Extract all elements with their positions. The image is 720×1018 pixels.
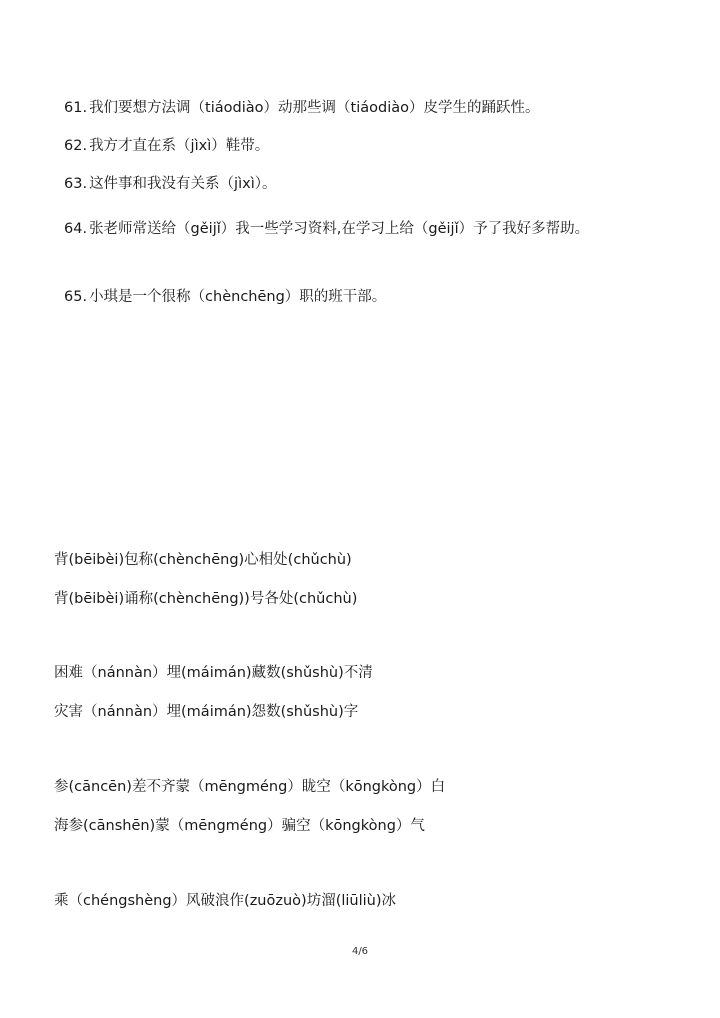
question-text: 我们要想方法调（tiáodiào）动那些调（tiáodiào）皮学生的踊跃性。 — [89, 100, 540, 116]
question-number: 63. — [64, 176, 88, 192]
question-61 — [64, 98, 539, 118]
word-line: 灾害（nánnàn）埋(máimán)怨数(shǔshù)字 — [54, 704, 359, 720]
word-line: 背(bēibèi)包称(chènchēng)心相处(chǔchù) — [54, 552, 352, 568]
question-number: 64. — [64, 221, 88, 237]
word-line: 困难（nánnàn）埋(máimán)藏数(shǔshù)不清 — [54, 665, 373, 681]
word-line: 参(cāncēn)差不齐蒙（mēngméng）眬空（kōngkòng）白 — [54, 779, 446, 795]
question-65 — [64, 287, 386, 307]
question-number: 65. — [64, 289, 88, 305]
question-text: 小琪是一个很称（chènchēng）职的班干部。 — [89, 289, 387, 305]
question-text: 张老师常送给（gěijǐ）我一些学习资料,在学习上给（gěijǐ）予了我好多帮助。 — [89, 221, 590, 237]
question-number: 61. — [64, 100, 88, 116]
question-number: 62. — [64, 138, 88, 154]
question-text: 这件事和我没有关系（jìxì）。 — [89, 176, 277, 192]
question-62 — [64, 136, 269, 156]
question-64 — [64, 219, 589, 239]
word-line: 乘（chéngshèng）风破浪作(zuōzuò)坊溜(liūliù)冰 — [54, 893, 397, 909]
word-line: 海参(cānshēn)蒙（mēngméng）骗空（kōngkòng）气 — [54, 818, 425, 834]
question-text: 我方才直在系（jìxì）鞋带。 — [89, 138, 270, 154]
page-number: 4/6 — [351, 946, 369, 957]
word-line: 背(bēibèi)诵称(chènchēng))号各处(chǔchù) — [54, 591, 358, 607]
question-63 — [64, 174, 276, 194]
